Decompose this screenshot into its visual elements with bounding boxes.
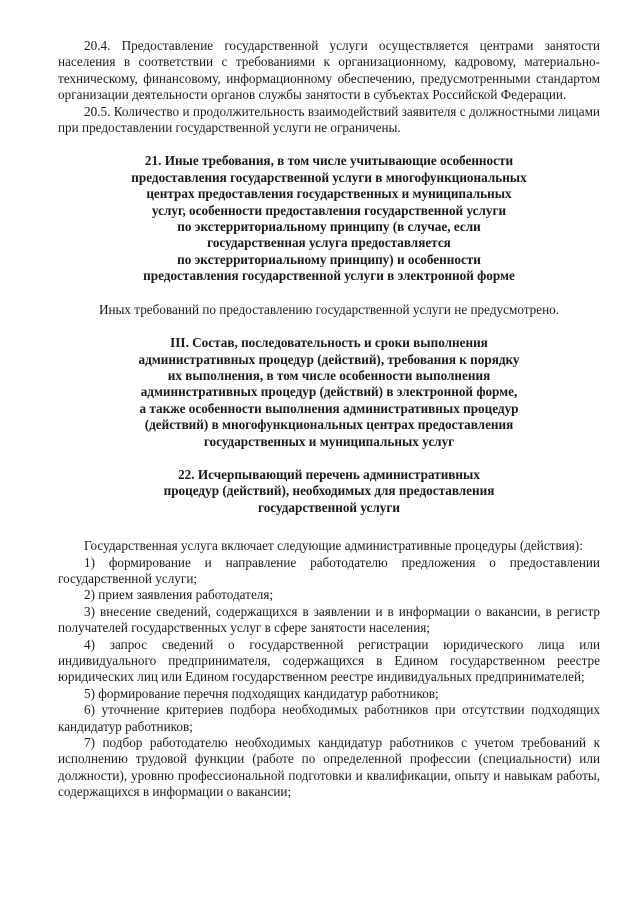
heading-line: III. Состав, последовательность и сроки выполнения [170, 335, 488, 351]
heading-line: административных процедур (действий), требования к порядку [138, 351, 520, 367]
heading-line: а также особенности выполнения административных процедур [139, 400, 519, 416]
list-item: 5) формирование перечня подходящих кандидатур работников; [84, 685, 439, 701]
section-21-heading [58, 153, 600, 284]
heading-line: 22. Исчерпывающий перечень административных [178, 466, 480, 482]
heading-line: государственная услуга предоставляется [207, 235, 451, 251]
list-item: 4) запрос сведений о государственной регистрации юридического лица или индивидуального предпринимателя, содержащихся в Едином государственном реестре юридических лиц или Едином государственном реестре индивидуальных предпринимателей; [58, 636, 600, 685]
heading-line: государственной услуги [258, 499, 400, 515]
section-III-heading [58, 335, 600, 450]
heading-line: по экстерриториальному принципу) и особенности [177, 251, 481, 267]
heading-line: услуг, особенности предоставления государственной услуги [151, 202, 507, 218]
heading-line: предоставления государственной услуги в электронной форме [143, 268, 515, 284]
heading-line: предоставления государственной услуги в многофункциональных [131, 169, 527, 185]
heading-line: центрах предоставления государственных и муниципальных [146, 186, 512, 202]
heading-line: административных процедур (действий) в электронной форме, [140, 384, 518, 400]
heading-line: государственных и муниципальных услуг [203, 433, 455, 449]
paragraph-20-4: 20.4. Предоставление государственной услуги осуществляется центрами занятости населения в соответствии с требованиями к организационному, кадровому, материально-техническому, финансовому, информационному обеспечению, предусмотренными стандартом организации деятельности органов службы занятости в субъектах Российской Федерации. [58, 38, 600, 103]
list-item: 3) внесение сведений, содержащихся в заявлении и в информации о вакансии, в регистр получателей государственных услуг в сфере занятости населения; [58, 603, 600, 636]
list-item: 6) уточнение критериев подбора необходимых работников при отсутствии подходящих кандидатур работников; [58, 702, 600, 734]
section-22-intro: Государственная услуга включает следующие административные процедуры (действия): [84, 538, 583, 554]
heading-line: (действий) в многофункциональных центрах предоставления [144, 417, 514, 433]
list-item: 1) формирование и направление работодателю предложения о предоставлении государственной услуги; [58, 554, 600, 586]
heading-line: по экстерриториальному принципу (в случае, если [177, 219, 481, 235]
paragraph-20-5: 20.5. Количество и продолжительность взаимодействий заявителя с должностными лицами при предоставлении государственной услуги не ограничены. [58, 103, 600, 136]
section-22-heading [58, 467, 600, 516]
document-page [58, 38, 600, 801]
list-item: 2) прием заявления работодателя; [84, 587, 274, 603]
heading-line: процедур (действий), необходимых для предоставления [163, 483, 495, 499]
heading-line: 21. Иные требования, в том числе учитывающие особенности [144, 153, 514, 169]
heading-line: их выполнения, в том числе особенности выполнения [167, 367, 491, 383]
section-21-note: Иных требований по предоставлению государственной услуги не предусмотрено. [98, 301, 560, 317]
list-item: 7) подбор работодателю необходимых кандидатур работников с учетом требований к исполнению трудовой функции (работе по определенной профессии (специальности) или должности), уровню профессиональной подготовки и квалификации, опыту и навыкам работы, содержащихся в информации о вакансии; [58, 735, 600, 800]
